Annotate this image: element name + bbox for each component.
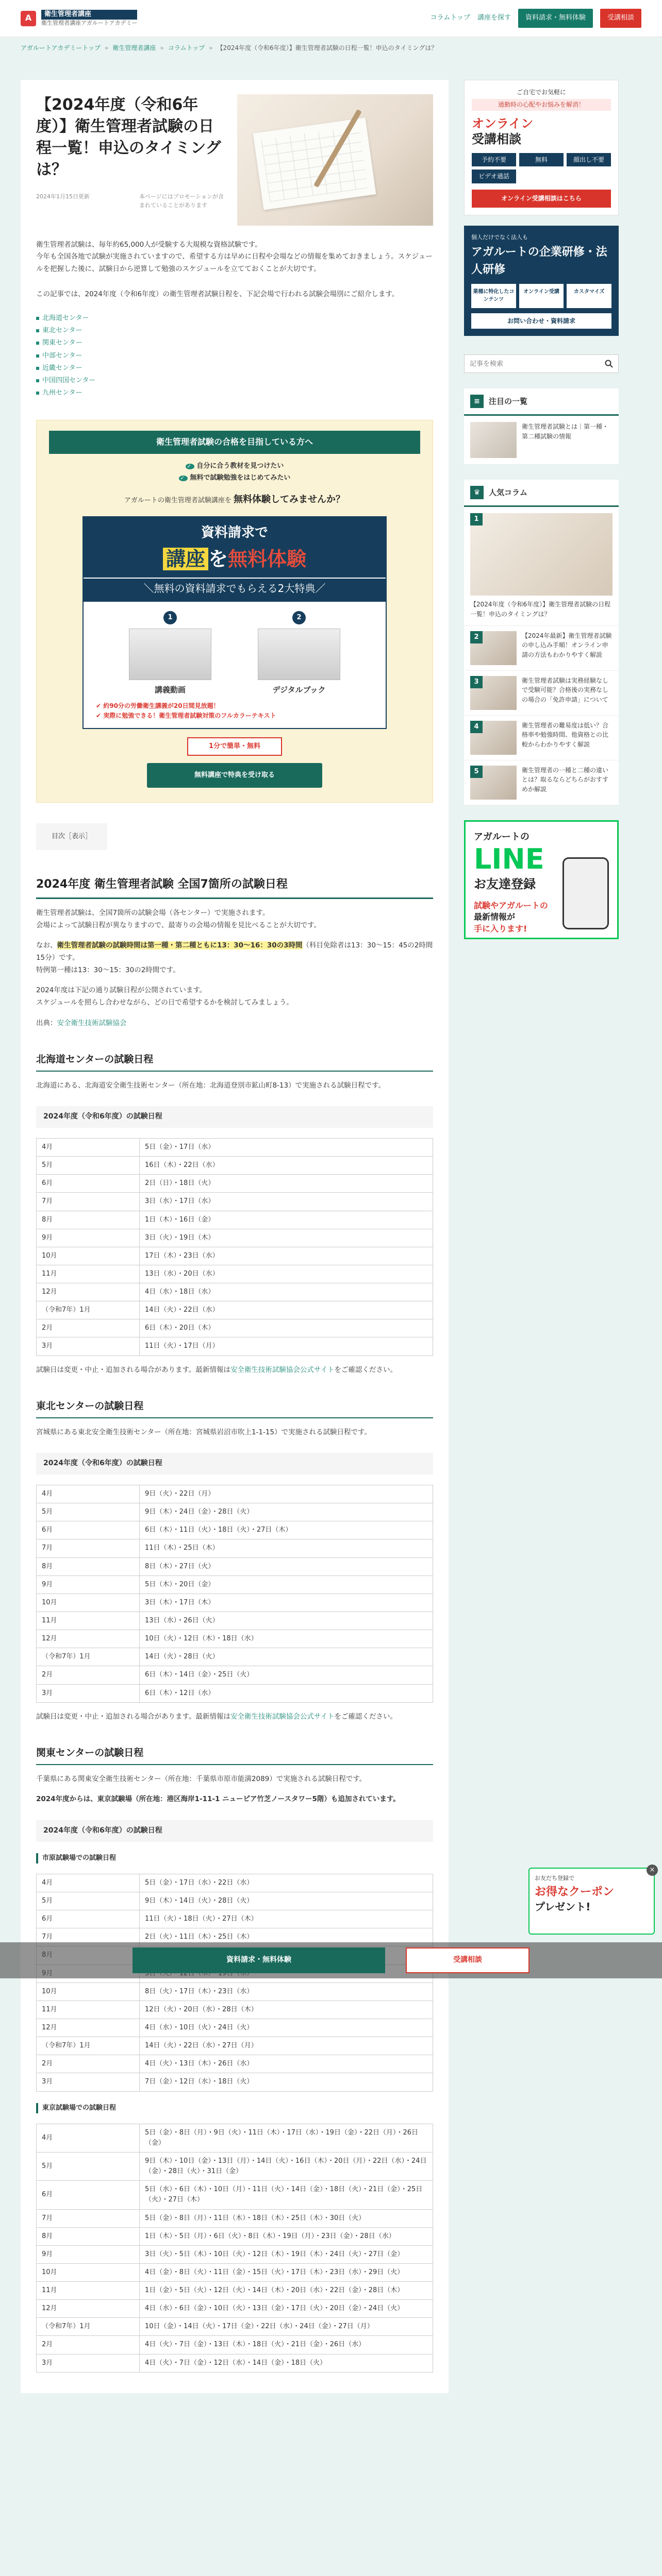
intro-paragraph: この記事では、2024年度（令和6年度）の衛生管理者試験日程を、下記会場で行われる試験会場別にご紹介します。 [36,290,399,299]
schedule-label: 2024年度（令和6年度）の試験日程 [36,1453,433,1475]
table-row [37,2001,433,2019]
dates-cell: 1日（木）・5日（月）・6日（火）・8日（木）・19日（月）・23日（金）・28日（水） [140,2227,433,2245]
kanto-sub-tokyo: 東京試験場での試験日程 [36,2103,433,2113]
month-cell: 3月 [37,1337,140,1355]
phone-icon [562,857,609,929]
month-cell: 7月 [37,1928,140,1946]
center-link-list [36,312,433,399]
table-row [37,1319,433,1337]
table-row [37,2073,433,2091]
month-cell: 10月 [37,1982,140,2001]
feature-pill: ビデオ通話 [472,170,516,183]
gift-digital-book: 2 デジタルブック [242,611,356,696]
dates-cell: 5日（金）・8日（月）・11日（木）・18日（木）・25日（木）・30日（火） [140,2209,433,2227]
corporate-training-banner[interactable]: 個人だけでなく法人も アガルートの企業研修・法人研修 業種に特化したコンテンツ オンライン受講 カスタマイズ お問い合わせ・資料請求 [464,226,619,336]
table-row [37,2354,433,2372]
banner-benefit: ✔ 実際に勉強できる！衛生管理者試験対策のフルカラーテキスト [96,711,373,721]
nav-column-top[interactable]: コラムトップ [430,14,470,22]
month-cell: 5月 [37,1892,140,1910]
month-cell: 7月 [37,2209,140,2227]
table-row [37,1521,433,1539]
month-cell: 3月 [37,2354,140,2372]
table-row [37,2181,433,2209]
dates-cell: 4日（水）・18日（水） [140,1283,433,1301]
dates-cell: 3日（火）・19日（木） [140,1229,433,1247]
feature-pill: 無料 [519,153,564,167]
line-friend-banner[interactable]: アガルートの LINE お友達登録 試験やアガルートの 最新情報が 手に入ります! [464,820,619,940]
month-cell: 4月 [37,2124,140,2152]
tohoku-heading: 東北センターの試験日程 [36,1399,433,1418]
month-cell: 8月 [37,2227,140,2245]
table-row [37,2019,433,2037]
site-logo[interactable] [21,10,137,27]
dates-cell: 5日（金）・8日（月）・9日（火）・11日（木）・17日（水）・19日（金）・22日（月）・26日（金） [140,2124,433,2152]
table-row [37,1684,433,1702]
month-cell: 6月 [37,1521,140,1539]
search-box [464,354,619,373]
dates-cell: 13日（水）・20日（水） [140,1265,433,1283]
popular-item[interactable]: 1 【2024年度（令和6年度）】衛生管理者試験の日程一覧！申込のタイミングは？ [464,507,619,625]
table-row [37,1193,433,1211]
month-cell: （令和7年）1月 [37,2037,140,2055]
month-cell: 4月 [37,1874,140,1892]
table-row [37,2055,433,2073]
dates-cell: 6日（木）・20日（木） [140,1319,433,1337]
month-cell: （令和7年）1月 [37,1648,140,1666]
schedule-label: 2024年度（令和6年度）の試験日程 [36,1106,433,1128]
promo-banner[interactable]: 資料請求で 講座 を無料体験 ＼無料の資料請求でもらえる2大特典／ 1 講義動画 2 デジタルブック ✔ 約90分の労働衛生講義が20日間見放題！ ✔ 実際に勉強できる！衛生管理者試験対策のフルカラーテキスト [82,516,387,729]
table-row [37,1892,433,1910]
breadcrumb-item[interactable]: コラムトップ [168,44,205,52]
table-row [37,2282,433,2300]
month-cell: 5月 [37,2152,140,2180]
center-link[interactable]: 中国四国センター [42,376,96,384]
month-cell: 2月 [37,2336,140,2354]
table-row [37,1874,433,1892]
table-row [37,1539,433,1557]
month-cell: 12月 [37,1283,140,1301]
promo-note: 1分で簡単・無料 [187,737,282,756]
month-cell: 7月 [37,1193,140,1211]
dates-cell: 14日（火）・22日（水）・27日（月） [140,2037,433,2055]
logo-mark: A [21,11,36,26]
promo-check: ✓ 自分に合う教材を見つけたい [49,461,420,471]
hokkaido-heading: 北海道センターの試験日程 [36,1052,433,1071]
month-cell: 9月 [37,2245,140,2263]
month-cell: 5月 [37,1157,140,1175]
table-row [37,2245,433,2263]
intro-paragraph: 衛生管理者試験は、毎年約65,000人が受験する大規模な資格試験です。 今年も全国各地で試験が実施されていますので、希望する方は早めに日程や会場などの情報を集めておきましょう。スケジュールを把握した後に、試験日から逆算して勉強のスケジュールを立てておくことが大切です。 [36,240,433,273]
official-site-link[interactable]: 安全衛生技術試験協会公式サイト [230,1712,335,1721]
dates-cell: 6日（木）・11日（火）・18日（火）・27日（木） [140,1521,433,1539]
month-cell: 6月 [37,1910,140,1928]
dates-cell: 10日（火）・12日（木）・18日（水） [140,1630,433,1648]
feature-pill: 顔出し不要 [567,153,611,167]
popular-item[interactable]: 5 衛生管理者の一種と二種の違いとは？取るならどちらがおすすめか解説 [464,760,619,805]
table-row [37,1612,433,1630]
schedule-label: 2024年度（令和6年度）の試験日程 [36,1820,433,1842]
page-title: 【2024年度（令和6年度）】衛生管理者試験の日程一覧！申込のタイミングは？ [36,95,221,179]
month-cell: （令和7年）1月 [37,2318,140,2336]
month-cell: 2月 [37,1319,140,1337]
dates-cell: 8日（火）・17日（木）・23日（水） [140,1982,433,2001]
dates-cell: 9日（木）・24日（金）・28日（火） [140,1503,433,1521]
center-link[interactable]: 近畿センター [42,364,82,372]
table-row [37,1265,433,1283]
promo-ask-prefix: アガルートの衛生管理者試験講座を [124,497,231,505]
list-icon: ≡ [470,395,484,408]
sticky-trial-button[interactable]: 資料請求・無料体験 [133,1947,385,1973]
section-heading: 2024年度 衛生管理者試験 全国7箇所の試験日程 [36,876,433,899]
breadcrumb-item[interactable]: アガルートアカデミートップ [21,44,101,52]
month-cell: 3月 [37,2073,140,2091]
promo-check: ✓ 無料で試験勉強をはじめてみたい [49,473,420,483]
gift-video: 1 講義動画 [113,611,227,696]
dates-cell: 10日（金）・14日（火）・17日（金）・22日（水）・24日（金）・27日（月） [140,2318,433,2336]
table-row [37,2227,433,2245]
feature-pill: 予約不要 [472,153,516,167]
month-cell: 9月 [37,1575,140,1594]
month-cell: 2月 [37,2055,140,2073]
table-row [37,1910,433,1928]
month-cell: 6月 [37,1175,140,1193]
video-thumbnail-icon [129,629,211,680]
dates-cell: 4日（火）・7日（金）・12日（水）・14日（金）・18日（火） [140,2354,433,2372]
dates-cell: 7日（金）・12日（水）・18日（火） [140,2073,433,2091]
table-row [37,1175,433,1193]
dates-cell: 2日（日）・18日（火） [140,1175,433,1193]
dates-cell: 11日（木）・25日（木） [140,1539,433,1557]
dates-cell: 16日（木）・22日（水） [140,1157,433,1175]
center-link[interactable]: 九州センター [42,388,82,397]
sidebar [464,80,619,2393]
month-cell: 11月 [37,2001,140,2019]
month-cell: 6月 [37,2181,140,2209]
table-row [37,1666,433,1684]
logo-brand: 衛生管理者講座 [41,10,137,20]
online-consult-banner[interactable]: ご自宅でお気軽に 通勤時の心配やお悩みを解消！ オンライン 受講相談 予約不要 無料 顔出し不要 ビデオ通話 オンライン受講相談はこちら [464,80,619,215]
month-cell: 12月 [37,2019,140,2037]
month-cell: 8月 [37,1211,140,1229]
banner-line3: ＼無料の資料請求でもらえる2大特典／ [84,578,386,599]
table-row [37,2336,433,2354]
official-site-link[interactable]: 安全衛生技術試験協会公式サイト [230,1365,335,1374]
month-cell: 10月 [37,2263,140,2281]
month-cell: 9月 [37,1229,140,1247]
search-icon[interactable] [600,355,618,372]
popular-item[interactable]: 4 衛生管理者の難易度は低い？合格率や勉強時間、他資格との比較からわかりやすく解説 [464,715,619,760]
dates-cell: 1日（木）・16日（金） [140,1211,433,1229]
sticky-cta-bar [0,1942,662,1978]
dates-cell: 9日（木）・10日（金）・13日（月）・14日（火）・16日（木）・20日（月）・22日（水）・24日（金）・28日（火）・31日（金） [140,2152,433,2180]
banner-benefit: ✔ 約90分の労働衛生講義が20日間見放題！ [96,701,373,711]
month-cell: 12月 [37,2300,140,2318]
dates-cell: 6日（木）・14日（金）・25日（火） [140,1666,433,1684]
dates-cell: 8日（木）・27日（火） [140,1557,433,1575]
dates-cell: 3日（木）・17日（木） [140,1594,433,1612]
table-row [37,1283,433,1301]
dates-cell: 14日（火）・28日（火） [140,1648,433,1666]
breadcrumb: アガルートアカデミートップ » 衛生管理者講座 » コラムトップ » 【2024年度（令和6年度）】衛生管理者試験の日程一覧！申込のタイミングは？ [0,37,662,59]
kanto-sub-ichihara: 市原試験場での試験日程 [36,1853,433,1863]
search-input[interactable] [465,355,600,372]
corporate-cta[interactable]: お問い合わせ・資料請求 [471,313,611,329]
dates-cell: 5日（金）・17日（水） [140,1138,433,1156]
popular-widget: ♛ 人気コラム 1 【2024年度（令和6年度）】衛生管理者試験の日程一覧！申込のタイミングは？ 2 【2024年最新】衛生管理者試験の申し込み手順！オンライン申請の方法もわかりやすく解説 3 衛生管理者試験は実務経験なしで受験可能？合格後の実務なしの場合の「免許申請」について 4 衛生管理者の難易度は低い？合格率や勉強時間、他資格との比較からわかりやすく解説 5 衛生管理者の一種と二種の違いとは？取るならどちらがおすすめか解説 [464,480,619,804]
article-date: 2024年1月15日更新 [36,193,90,200]
breadcrumb-item[interactable]: 衛生管理者講座 [112,44,156,52]
promotion-notice: 本ページにはプロモーションが含まれていることがあります [139,193,224,209]
site-header [0,0,662,37]
table-row [37,1138,433,1156]
month-cell: 10月 [37,1594,140,1612]
table-row [37,2152,433,2180]
dates-cell: 3日（水）・17日（水） [140,1193,433,1211]
dates-cell: 4日（金）・8日（火）・11日（金）・15日（火）・17日（木）・23日（水）・29日（火） [140,2263,433,2281]
kanto-tokyo-schedule-table [36,2124,433,2372]
month-cell: 11月 [37,1612,140,1630]
dates-cell: 9日（木）・14日（火）・28日（火） [140,1892,433,1910]
month-cell: 4月 [37,1138,140,1156]
dates-cell: 14日（火）・22日（水） [140,1301,433,1319]
table-row [37,2263,433,2281]
dates-cell: 17日（木）・23日（水） [140,1247,433,1265]
header-consult-button[interactable]: 受講相談 [600,9,641,27]
center-link[interactable]: 北海道センター [42,314,89,323]
hokkaido-schedule-table [36,1138,433,1356]
table-row [37,1594,433,1612]
month-cell: 2月 [37,1666,140,1684]
dates-cell: 11日（火）・17日（月） [140,1337,433,1355]
crown-icon: ♛ [470,486,484,499]
dates-cell: 5日（水）・6日（木）・10日（月）・11日（火）・14日（金）・18日（火）・21日（金）・25日（火）・27日（木） [140,2181,433,2209]
table-row [37,2209,433,2227]
table-row [37,2300,433,2318]
table-row [37,1211,433,1229]
table-row [37,2124,433,2152]
month-cell: 5月 [37,1503,140,1521]
center-link[interactable]: 関東センター [42,339,82,347]
table-of-contents[interactable]: 目次［表示］ [36,823,107,850]
dates-cell: 4日（火）・7日（金）・13日（木）・18日（火）・21日（金）・26日（水） [140,2336,433,2354]
dates-cell: 4日（水）・10日（火）・24日（火） [140,2019,433,2037]
header-trial-button[interactable]: 資料請求・無料体験 [518,9,593,27]
close-icon[interactable]: × [647,1865,658,1876]
popular-item[interactable]: 3 衛生管理者試験は実務経験なしで受験可能？合格後の実務なしの場合の「免許申請」について [464,670,619,715]
sticky-consult-button[interactable]: 受講相談 [406,1947,529,1973]
tohoku-schedule-table [36,1485,433,1703]
breadcrumb-current: 【2024年度（令和6年度）】衛生管理者試験の日程一覧！申込のタイミングは？ [217,44,438,52]
hero-image [237,94,433,226]
table-row [37,1648,433,1666]
dates-cell: 1日（金）・5日（火）・12日（火）・14日（木）・20日（水）・22日（金）・28日（木） [140,2282,433,2300]
dates-cell: 4日（火）・13日（木）・26日（水） [140,2055,433,2073]
featured-widget: ≡ 注目の一覧 衛生管理者試験とは｜第一種・第二種試験の情報 [464,388,619,464]
promo-cta-button[interactable]: 無料講座で特典を受け取る [147,763,322,788]
featured-item[interactable]: 衛生管理者試験とは｜第一種・第二種試験の情報 [464,416,619,464]
book-thumbnail-icon [258,629,340,680]
kanto-ichihara-schedule-table [36,1874,433,2092]
article: 【2024年度（令和6年度）】衛生管理者試験の日程一覧！申込のタイミングは？ 2024年1月15日更新 本ページにはプロモーションが含まれていることがあります 衛生管理者試験は、毎年約65,000人が受験する大規模な資格試験です。 今年も全国各地で試験が実施されていますので、希望する方は早めに日程や会場などの情報を集めておきましょう。スケジュールを把握した後に、試験日から逆算して勉強のスケジュールを立てておくことが大切です。 この記事では、2024年度（令和6年度）の衛生管理者試験日程を、下記会場で行われる試験会場別にご紹介します。 北海道センター 東北センター 関東センター 中部センター 近畿センター 中国四国センター 九州センター 衛生管理者試験の合格を目指している方へ ✓ 自分に合う教材を見つけたい ✓ 無料で試験勉強をはじめてみたい アガルートの衛生管理者試験講座を 無料体験してみませんか？ 資料請求で 講座 を無料体験 ＼無料の資料請求でもらえる2大特典／ 1 講義動画 2 デジタルブック ✔ 約90分の労働衛生講義が20日間見放題！ ✔ 実際に勉強できる！衛生管理者試験対策のフルカラーテキスト 1分で簡単・無料 無料講座で特典を受け取る 目次［表示］ 2024年度 衛生管理者試験 全国7箇所の試験日程 衛生管理者試験は、全国7箇所の試験会場（各センター）で実施されます。 会場によって試験日程が異なりますので、最寄りの会場の情報を見比べることが大切です。 なお、衛生管理者試験の試験時間は第一種・第二種ともに13：30〜16：30の3時間（科目免除者は13：30〜15：45の2時間15分）です。 特例第一種は13：30〜15：30の2時間です。 2024年度は下記の通り試験日程が公開されています。 スケジュールを照らし合わせながら、どの日で希望するかを検討してみましょう。 出典：安全衛生技術試験協会 北海道センターの試験日程 北海道にある、北海道安全衛生技術センター（所在地：北海道登別市鉱山町8-13）で実施される試験日程です。 2024年度（令和6年度）の試験日程 4月 5日（金）・17日（水） 5月 16日（木）・22日（水） 6月 2日（日）・18日（火） 7月 3日（水）・17日（水） 8月 1日（木）・16日（金） 9月 3日（火）・19日（木） 10月 17日（木）・23日（水） 11月 13日（水）・20日（水） 12月 4日（水）・18日（水） （令和7年）1月 14日（火）・22日（水） 2月 6日（木）・20日（木） 3月 11日（火）・17日（月） 試験日は変更・中止・追加される場合があります。最新情報は安全衛生技術試験協会公式サイトをご確認ください。 東北センターの試験日程 宮城県にある東北安全衛生技術センター（所在地：宮城県岩沼市吹上1-1-15）で実施される試験日程です。 2024年度（令和6年度）の試験日程 4月 9日（火）・22日（月） 5月 9日（木）・24日（金）・28日（火） 6月 6日（木）・11日（火）・18日（火）・27日（木） 7月 11日（木）・25日（木） 8月 8日（木）・27日（火） 9月 5日（木）・20日（金） 10月 3日（木）・17日（木） 11月 13日（水）・26日（火） 12月 10日（火）・12日（木）・18日（水） （令和7年）1月 14日（火）・28日（火） 2月 6日（木）・14日（金）・25日（火） 3月 6日（木）・12日（水） 試験日は変更・中止・追加される場合があります。最新情報は安全衛生技術試験協会公式サイトをご確認ください。 関東センターの試験日程 千葉県にある関東安全衛生技術センター（所在地：千葉県市原市能満2089）で実施される試験日程です。 2024年度からは、東京試験場（所在地：港区海岸1-11-1 ニューピア竹芝ノースタワー5階）も追加されています。 2024年度（令和6年度）の試験日程 市原試験場での試験日程 4月 5日（金）・17日（水）・22日（水） 5月 9日（木）・14日（火）・28日（火） 6月 11日（火）・18日（火）・27日（木） 7月 2日（火）・11日（木）・25日（木） 10月 8日（火）・17日（木）・23日（水） 11月 12日（火）・20日（水）・28日（木） 12月 4日（水）・10日（火）・24日（火） （令和7年）1月 14日（火）・22日（水）・27日（月） 2月 4日（火）・13日（木）・26日（水） 3月 7日（金）・12日（水）・18日（火） 東京試験場での試験日程 4月 5日（金）・8日（月）・9日（火）・11日（木）・17日（水）・19日（金）・22日（月）・26日（金） 5月 9日（木）・10日（金）・13日（月）・14日（火）・16日（木）・20日（月）・22日（水）・24日（金）・28日（火）・31日（金） 6月 5日（水）・6日（木）・10日（月）・11日（火）・14日（金）・18日（火）・21日（金）・25日（火）・27日（木） 7月 5日（金）・8日（月）・11日（木）・18日（木）・25日（木）・30日（火） 8月 1日（木）・5日（月）・6日（火）・8日（木）・19日（月）・23日（金）・28日（水） 9月 3日（火）・5日（木）・10日（火）・12日（木）・19日（木）・24日（火）・27日（金） 10月 4日（金）・8日（火）・11日（金）・15日（火）・17日（木）・23日（水）・29日（火） 11月 1日（金）・5日（火）・12日（火）・14日（木）・20日（水）・22日（金）・28日（木） 12月 4日（水）・6日（金）・10日（火）・13日（金）・17日（火）・20日（金）・24日（火） （令和7年）1月 10日（金）・14日（火）・17日（金）・22日（水）・24日（金）・27日（月） 2月 4日（火）・7日（金）・13日（木）・18日（火）・21日（金）・26日（水） 3月 4日（火）・7日（金）・12日（水）・14日（金）・18日（火） [21,80,449,2393]
online-consult-cta[interactable]: オンライン受講相談はこちら [472,190,611,208]
month-cell: 10月 [37,1247,140,1265]
table-row [37,1575,433,1594]
table-row [37,1157,433,1175]
table-row [37,2318,433,2336]
logo-sub: 衛生管理者講座アガルートアカデミー [41,19,138,26]
month-cell: 8月 [37,1557,140,1575]
kanto-heading: 関東センターの試験日程 [36,1745,433,1765]
table-row [37,1557,433,1575]
coupon-popup[interactable]: お友だち登録で お得なクーポン プレゼント! × [528,1868,655,1935]
featured-thumbnail [470,422,517,458]
dates-cell: 6日（木）・12日（水） [140,1684,433,1702]
promo-box [36,420,433,803]
dates-cell: 12日（火）・20日（水）・28日（木） [140,2001,433,2019]
popular-item[interactable]: 2 【2024年最新】衛生管理者試験の申し込み手順！オンライン申請の方法もわかりやすく解説 [464,625,619,670]
dates-cell: 9日（火）・22日（月） [140,1485,433,1503]
table-row [37,2037,433,2055]
banner-line1: 資料請求で [201,525,268,541]
dates-cell: 4日（水）・6日（金）・10日（火）・13日（金）・17日（火）・20日（金）・24日（火） [140,2300,433,2318]
month-cell: 11月 [37,1265,140,1283]
month-cell: （令和7年）1月 [37,1301,140,1319]
promo-title: 衛生管理者試験の合格を目指している方へ [49,431,420,454]
month-cell: 3月 [37,1684,140,1702]
source-link[interactable]: 安全衛生技術試験協会 [57,1019,127,1027]
dates-cell: 5日（金）・17日（水）・22日（水） [140,1874,433,1892]
promo-ask-main: 無料体験してみませんか？ [234,494,345,505]
month-cell: 7月 [37,1539,140,1557]
dates-cell: 5日（木）・20日（金） [140,1575,433,1594]
center-link[interactable]: 東北センター [42,327,82,335]
table-row [37,1485,433,1503]
month-cell: 11月 [37,2282,140,2300]
table-row [37,1630,433,1648]
table-row [37,1301,433,1319]
dates-cell: 11日（火）・18日（火）・27日（木） [140,1910,433,1928]
month-cell: 4月 [37,1485,140,1503]
article-hero [36,94,433,226]
dates-cell: 13日（水）・26日（火） [140,1612,433,1630]
nav-search-course[interactable]: 講座を探す [477,14,511,22]
header-nav [430,9,641,27]
dates-cell: 3日（火）・5日（木）・10日（火）・12日（木）・19日（木）・24日（火）・27日（金） [140,2245,433,2263]
dates-cell: 2日（火）・11日（木）・25日（木） [140,1928,433,1946]
month-cell: 12月 [37,1630,140,1648]
table-row [37,1982,433,2001]
table-row [37,1229,433,1247]
table-row [37,1503,433,1521]
table-row [37,1337,433,1355]
center-link[interactable]: 中部センター [42,351,82,360]
table-row [37,1247,433,1265]
